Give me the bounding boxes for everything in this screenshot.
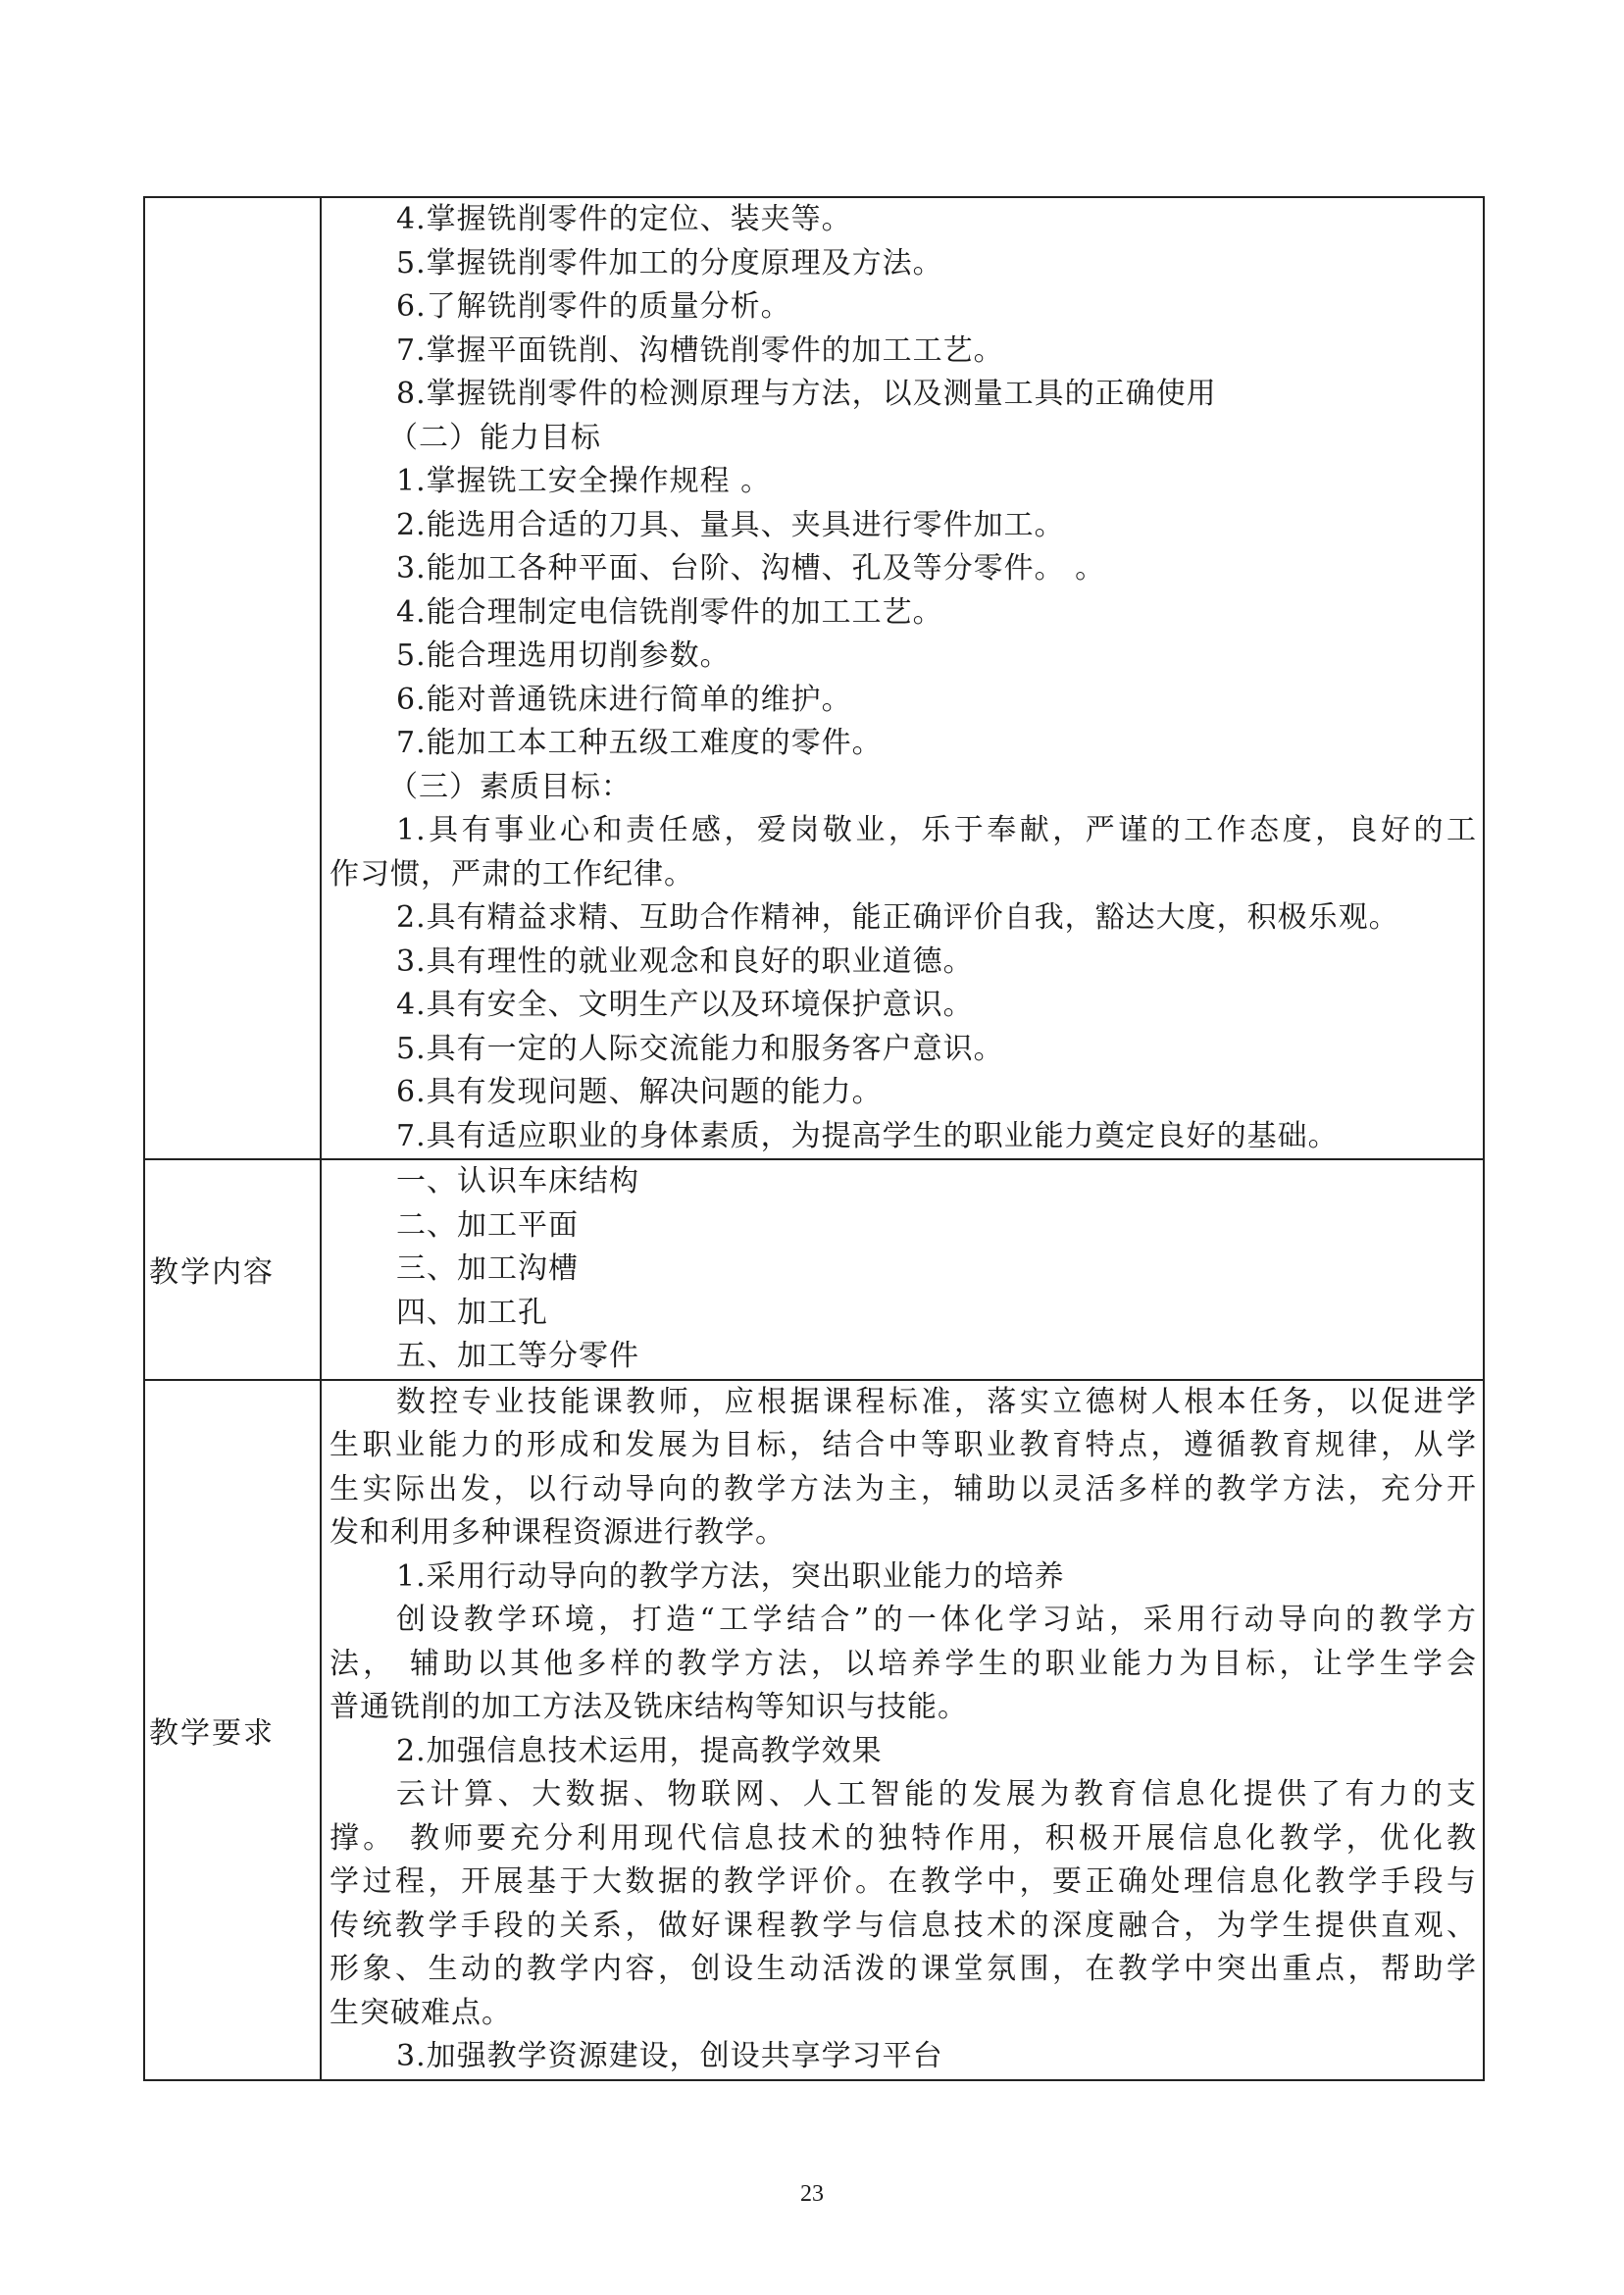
text-line: 四、加工孔 bbox=[396, 1295, 548, 1330]
table-row-teaching-content bbox=[144, 1159, 1484, 1380]
text-line: 创设教学环境，打造“工学结合”的一体化学习站，采用行动导向的教学方 bbox=[396, 1603, 1477, 1637]
text-line: 5.能合理选用切削参数。 bbox=[396, 638, 731, 673]
label-cell-teaching-content bbox=[144, 1159, 321, 1380]
text-line: 8.掌握铣削零件的检测原理与方法，以及测量工具的正确使用 bbox=[396, 377, 1217, 411]
text-line: 传统教学手段的关系，做好课程教学与信息技术的深度融合，为学生提供直观、 bbox=[330, 1908, 1477, 1943]
text-line: （二）能力目标 bbox=[388, 420, 601, 455]
text-line: 生职业能力的形成和发展为目标，结合中等职业教育特点，遵循教育规律，从学 bbox=[330, 1428, 1477, 1462]
text-line: 4.具有安全、文明生产以及环境保护意识。 bbox=[396, 988, 974, 1022]
text-line: 6.了解铣削零件的质量分析。 bbox=[396, 289, 791, 324]
text-line: 生实际出发，以行动导向的教学方法为主，辅助以灵活多样的教学方法，充分开 bbox=[330, 1471, 1477, 1506]
table-row-teaching-requirements bbox=[144, 1380, 1484, 2080]
text-line: 7.能加工本工种五级工难度的零件。 bbox=[396, 726, 883, 760]
text-line: 1.采用行动导向的教学方法，突出职业能力的培养 bbox=[396, 1558, 1065, 1594]
text-line: （三）素质目标： bbox=[388, 769, 632, 804]
text-line: 3.加强教学资源建设，创设共享学习平台 bbox=[396, 2039, 943, 2073]
label-cell-empty bbox=[144, 197, 321, 1159]
text-line: 4.掌握铣削零件的定位、装夹等。 bbox=[396, 202, 852, 236]
text-line: 五、加工等分零件 bbox=[396, 1339, 639, 1373]
course-table bbox=[143, 196, 1485, 2081]
text-line: 学过程，开展基于大数据的教学评价。在教学中，要正确处理信息化教学手段与 bbox=[330, 1864, 1477, 1899]
text-line: 2.具有精益求精、互助合作精神，能正确评价自我，豁达大度，积极乐观。 bbox=[396, 900, 1399, 935]
text-line: 1.掌握铣工安全操作规程 。 bbox=[396, 464, 772, 498]
teaching-requirements-label: 教学要求 bbox=[149, 1715, 275, 1751]
text-line: 7.掌握平面铣削、沟槽铣削零件的加工工艺。 bbox=[396, 332, 1004, 368]
text-line: 生突破难点。 bbox=[330, 1995, 512, 2030]
text-line: 云计算、大数据、物联网、人工智能的发展为教育信息化提供了有力的支 bbox=[396, 1777, 1477, 1811]
text-line: 发和利用多种课程资源进行教学。 bbox=[330, 1515, 786, 1550]
text-line: 1.具有事业心和责任感，爱岗敬业，乐于奉献，严谨的工作态度，良好的工 bbox=[396, 813, 1477, 847]
objectives-cell bbox=[321, 197, 1484, 1159]
text-line: 6.能对普通铣床进行简单的维护。 bbox=[396, 682, 852, 717]
text-line: 法， 辅助以其他多样的教学方法，以培养学生的职业能力为目标，让学生学会 bbox=[330, 1646, 1477, 1681]
text-line: 2.能选用合适的刀具、量具、夹具进行零件加工。 bbox=[396, 507, 1065, 542]
page-number: 23 bbox=[800, 2181, 824, 2207]
text-line: 数控专业技能课教师，应根据课程标准，落实立德树人根本任务，以促进学 bbox=[396, 1384, 1477, 1419]
text-line: 撑。 教师要充分利用现代信息技术的独特作用，积极开展信息化教学，优化教 bbox=[330, 1820, 1477, 1856]
table-row-objectives bbox=[144, 197, 1484, 1159]
teaching-requirements-cell bbox=[321, 1380, 1484, 2080]
teaching-content-cell bbox=[321, 1159, 1484, 1380]
text-line: 2.加强信息技术运用，提高教学效果 bbox=[396, 1733, 883, 1768]
text-line: 二、加工平面 bbox=[396, 1207, 579, 1243]
text-line: 形象、生动的教学内容，创设生动活泼的课堂氛围，在教学中突出重点，帮助学 bbox=[330, 1952, 1477, 1986]
text-line: 三、加工沟槽 bbox=[396, 1251, 579, 1286]
text-line: 3.能加工各种平面、台阶、沟槽、孔及等分零件。 。 bbox=[396, 551, 1106, 586]
label-cell-teaching-requirements bbox=[144, 1380, 321, 2080]
teaching-content-label: 教学内容 bbox=[149, 1255, 275, 1291]
text-line: 4.能合理制定电信铣削零件的加工工艺。 bbox=[396, 594, 943, 630]
text-line: 一、认识车床结构 bbox=[396, 1164, 639, 1198]
text-line: 7.具有适应职业的身体素质，为提高学生的职业能力奠定良好的基础。 bbox=[396, 1118, 1339, 1153]
text-line: 普通铣削的加工方法及铣床结构等知识与技能。 bbox=[330, 1690, 968, 1724]
text-line: 5.具有一定的人际交流能力和服务客户意识。 bbox=[396, 1031, 1004, 1066]
text-line: 3.具有理性的就业观念和良好的职业道德。 bbox=[396, 944, 974, 979]
text-line: 6.具有发现问题、解决问题的能力。 bbox=[396, 1075, 883, 1109]
text-line: 作习惯，严肃的工作纪律。 bbox=[330, 856, 694, 892]
text-line: 5.掌握铣削零件加工的分度原理及方法。 bbox=[396, 245, 943, 280]
